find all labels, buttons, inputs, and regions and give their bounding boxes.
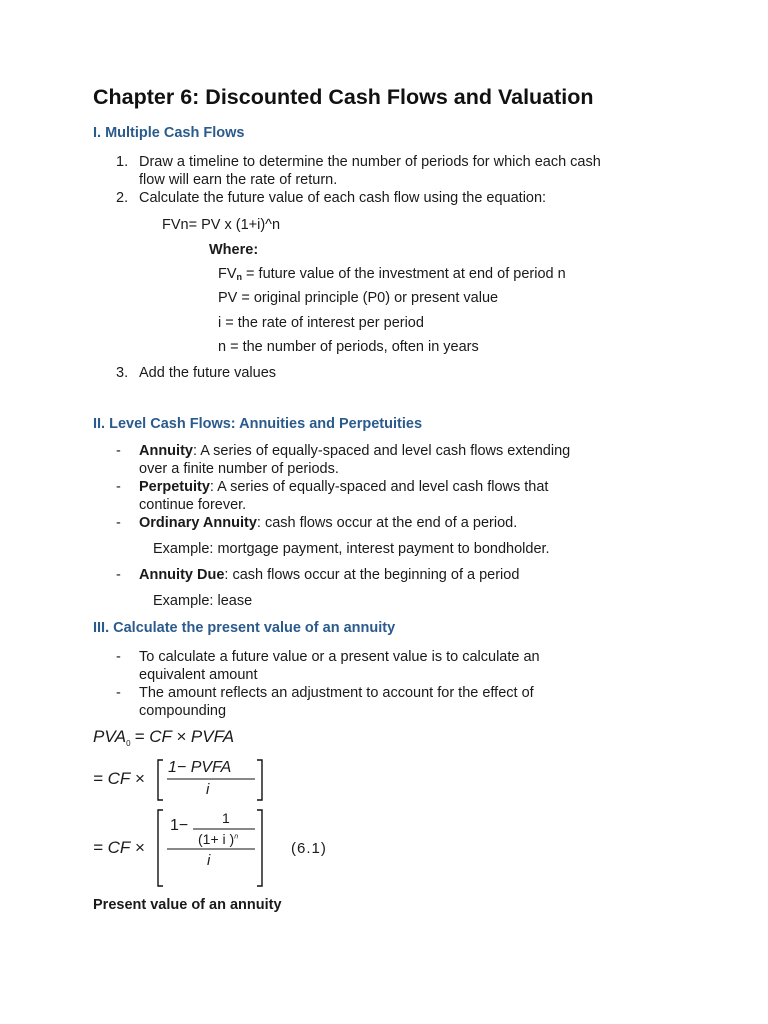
definition-fvn xyxy=(218,265,566,286)
inner-denominator-text: (1+ i ) xyxy=(198,831,235,847)
formula-line-3-lhs: = CF × xyxy=(93,838,145,857)
example-ordinary-annuity: Example: mortgage payment, interest payment to bondholder. xyxy=(153,541,550,557)
list-item-text: Calculate the future value of each cash flow using the equation: xyxy=(139,190,547,206)
list-item-text: Draw a timeline to determine the number of periods for which each cash xyxy=(139,154,601,170)
formula-line-2-lhs: = CF × xyxy=(93,769,145,788)
bullet-text: : cash flows occur at the end of a period. xyxy=(256,515,518,531)
formula-line-2-numerator: 1− PVFA xyxy=(168,759,232,776)
definition-pv: PV = original principle (P0) or present value xyxy=(218,290,499,306)
bullet-text: To calculate a future value or a present value is to calculate an xyxy=(139,649,540,665)
bullet-text: continue forever. xyxy=(139,497,247,513)
list-number: 2. xyxy=(116,190,129,206)
bullet-text: over a finite number of periods. xyxy=(139,461,339,477)
formula-subscript: 0 xyxy=(126,739,131,748)
section-heading-multiple-cash-flows: I. Multiple Cash Flows xyxy=(93,125,245,141)
bullet-dash: - xyxy=(116,479,121,495)
term-annuity-due: Annuity Due xyxy=(139,567,225,583)
definition-i: i = the rate of interest per period xyxy=(218,315,424,331)
definition-n: n = the number of periods, often in years xyxy=(218,339,479,355)
formula-line-3-denominator: i xyxy=(207,852,211,869)
bullet-dash: - xyxy=(116,685,121,701)
bullet-perpetuity xyxy=(139,478,548,496)
formula-line-3-inner-numerator: 1 xyxy=(222,810,230,826)
formula-line-3-inner-denominator xyxy=(198,831,238,847)
section-heading-present-value: III. Calculate the present value of an annuity xyxy=(93,620,396,636)
term-perpetuity: Perpetuity xyxy=(139,479,210,495)
subscript: n xyxy=(236,272,243,282)
bullet-text: compounding xyxy=(139,703,227,719)
where-label: Where: xyxy=(209,242,259,258)
bullet-text: The amount reflects an adjustment to account for the effect of xyxy=(139,685,534,701)
bullet-text: : cash flows occur at the beginning of a period xyxy=(224,567,520,583)
bullet-annuity xyxy=(139,442,570,460)
formula-line-2-denominator: i xyxy=(206,781,210,798)
bullet-text: : A series of equally-spaced and level cash flows that xyxy=(209,479,549,495)
definition-term: FV xyxy=(218,266,237,282)
bullet-text: equivalent amount xyxy=(139,667,258,683)
term-annuity: Annuity xyxy=(139,443,193,459)
future-value-equation: FVn= PV x (1+i)^n xyxy=(162,217,281,233)
bullet-annuity-due xyxy=(139,566,519,584)
formula-rhs: = CF × PVFA xyxy=(134,727,235,746)
bullet-dash: - xyxy=(116,443,121,459)
bullet-text: : A series of equally-spaced and level cash flows extending xyxy=(192,443,571,459)
list-item-text: flow will earn the rate of return. xyxy=(139,172,338,188)
inner-exponent: n xyxy=(234,833,239,841)
section-heading-level-cash-flows: II. Level Cash Flows: Annuities and Perpetuities xyxy=(93,416,423,432)
formula-pva xyxy=(93,727,234,748)
list-number: 3. xyxy=(116,365,129,381)
term-ordinary-annuity: Ordinary Annuity xyxy=(139,515,257,531)
bullet-dash: - xyxy=(116,567,121,583)
list-number: 1. xyxy=(116,154,129,170)
formula-caption: Present value of an annuity xyxy=(93,897,282,913)
formula-lhs: PVA xyxy=(93,727,127,746)
page-title: Chapter 6: Discounted Cash Flows and Valuation xyxy=(93,85,594,109)
formula-line-3-one-minus: 1− xyxy=(170,817,189,834)
equation-tag: (6.1) xyxy=(291,840,327,857)
definition-text: = future value of the investment at end of period n xyxy=(242,266,566,282)
example-annuity-due: Example: lease xyxy=(153,593,253,609)
bullet-dash: - xyxy=(116,515,121,531)
list-item-text: Add the future values xyxy=(139,365,277,381)
bullet-dash: - xyxy=(116,649,121,665)
bullet-ordinary-annuity xyxy=(139,514,517,532)
